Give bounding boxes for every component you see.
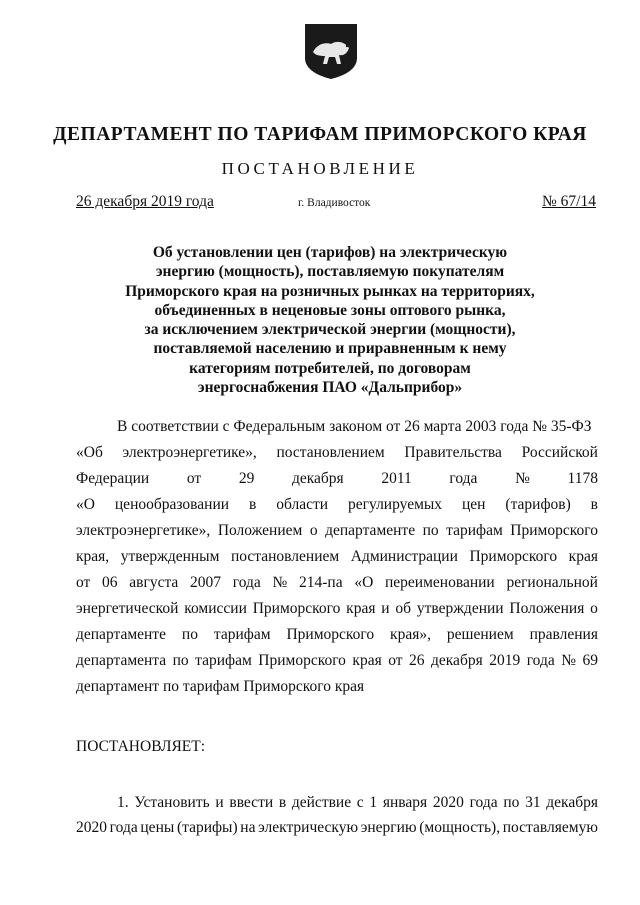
word: регулируемых (348, 496, 443, 513)
word: августа (129, 574, 179, 591)
word: и (215, 794, 224, 811)
word: поставляемую (502, 819, 598, 836)
word: региональной (506, 574, 598, 591)
word: постановлением (276, 444, 385, 461)
word: года (469, 794, 498, 811)
word: края», (390, 626, 431, 643)
word: электрическую (258, 819, 359, 836)
preamble-line (76, 600, 598, 618)
word: переименовании (385, 574, 495, 591)
word: Приморского (258, 652, 346, 669)
preamble-line (76, 444, 598, 462)
word: 2019 (489, 652, 521, 669)
item-1-line (76, 819, 598, 837)
word: года (526, 652, 555, 669)
word: тарифам (446, 522, 503, 539)
document-title (100, 243, 560, 397)
word: декабря (431, 652, 483, 669)
word: в (278, 794, 287, 811)
word: действие (291, 794, 352, 811)
word: края (352, 652, 382, 669)
word: области (276, 496, 329, 513)
word: Правительства (404, 444, 502, 461)
word: 69 (582, 652, 598, 669)
word: Положения (509, 600, 585, 617)
word: в (248, 496, 257, 513)
coat-of-arms-icon (303, 22, 359, 80)
word: Федерации (76, 470, 150, 487)
word: (тарифы) (176, 819, 238, 836)
title-line: энергию (мощность), поставляемую покупателям (155, 263, 505, 281)
word: утвержденным (120, 548, 220, 565)
word: края (568, 548, 598, 565)
word: о (309, 522, 318, 539)
document-type: ПОСТАНОВЛЕНИЕ (221, 159, 419, 178)
word: 2020 (432, 794, 464, 811)
title-line: категориям потребителей, по договорам (189, 359, 471, 377)
word: Положением (217, 522, 303, 539)
word: по (181, 626, 198, 643)
title-line: поставляемой населению и приравненным к нему (153, 340, 507, 358)
title-line: объединенных в неценовые зоны оптового рынка, (154, 301, 506, 319)
word: департаменте (325, 522, 416, 539)
word: 26 (409, 652, 425, 669)
word: тарифам (213, 626, 271, 643)
word: комиссии (184, 600, 247, 617)
word: в (590, 496, 598, 513)
word: решением (446, 626, 514, 643)
word: тарифам (195, 652, 252, 669)
department-name: ДЕПАРТАМЕНТ ПО ТАРИФАМ ПРИМОРСКОГО КРАЯ (53, 124, 587, 145)
word: Российской (521, 444, 598, 461)
word: 1. (117, 794, 129, 811)
word: электроэнергетике», (76, 522, 211, 539)
word: № (515, 470, 530, 487)
preamble-line (76, 626, 598, 644)
word: цен (461, 496, 486, 513)
word: от (388, 652, 403, 669)
word: 214-па (299, 574, 343, 591)
word: года (449, 470, 478, 487)
word: Установить (134, 794, 210, 811)
word: Администрации (350, 548, 458, 565)
word: о (590, 600, 598, 617)
word: Приморского (286, 626, 375, 643)
word: Приморского (469, 548, 558, 565)
word: года (109, 819, 138, 836)
word: «Об (76, 444, 103, 461)
word: 06 (102, 574, 118, 591)
word: на (240, 819, 256, 836)
word: 31 (525, 794, 541, 811)
word: декабря (291, 470, 344, 487)
word: энергетической (76, 600, 179, 617)
word: № (272, 574, 288, 591)
preamble-line (76, 652, 598, 670)
word: и (381, 600, 390, 617)
word: цены (140, 819, 175, 836)
item-1-line (117, 794, 598, 812)
preamble-line (76, 470, 598, 488)
word: с (356, 794, 364, 811)
word: по (422, 522, 439, 539)
word: края (346, 600, 376, 617)
word: электроэнергетике», (122, 444, 257, 461)
document-city: г. Владивосток (298, 197, 371, 209)
word: декабря (546, 794, 598, 811)
word: 2020 (76, 819, 107, 836)
word: «О (76, 496, 95, 513)
word: по (503, 794, 520, 811)
word: Приморского (510, 522, 598, 539)
word: ценообразовании (114, 496, 230, 513)
preamble-line: департамент по тарифам Приморского края (76, 678, 365, 695)
document-number: № 67/14 (542, 193, 596, 210)
word: от (76, 574, 91, 591)
word: по (172, 652, 189, 669)
title-line: за исключением электрической энергии (мощности), (144, 321, 516, 339)
preamble-line (76, 522, 598, 540)
word: (мощность), (419, 819, 501, 836)
word: 2007 (190, 574, 222, 591)
word: Приморского (252, 600, 341, 617)
word: «О (354, 574, 374, 591)
word: ввести (229, 794, 274, 811)
word: года (232, 574, 261, 591)
preamble-line (76, 574, 598, 592)
title-line: энергоснабжения ПАО «Дальприбор» (197, 379, 463, 397)
preamble-line (76, 496, 598, 514)
resolves-heading: ПОСТАНОВЛЯЕТ: (76, 738, 206, 755)
word: департамента (76, 652, 167, 669)
word: от (186, 470, 202, 487)
emblem (303, 22, 359, 80)
word: об (395, 600, 412, 617)
title-line: Об установлении цен (тарифов) на электрическую (152, 244, 508, 261)
preamble-line: В соответствии с Федеральным законом от 26 марта 2003 года № 35-ФЗ (117, 418, 592, 435)
word: утверждении (416, 600, 504, 617)
title-line: Приморского края на розничных рынках на территориях, (125, 282, 535, 300)
word: 2011 (381, 470, 412, 487)
preamble-line (76, 548, 598, 566)
word: постановлением (230, 548, 340, 565)
word: 29 (238, 470, 255, 487)
word: № (561, 652, 577, 669)
word: департаменте (76, 626, 166, 643)
document-date: 26 декабря 2019 года (76, 193, 214, 210)
word: (тарифов) (505, 496, 571, 513)
word: января (382, 794, 428, 811)
word: 1 (369, 794, 378, 811)
word: энергию (360, 819, 417, 836)
word: 1178 (567, 470, 598, 487)
word: края, (76, 548, 110, 565)
word: правления (529, 626, 598, 643)
